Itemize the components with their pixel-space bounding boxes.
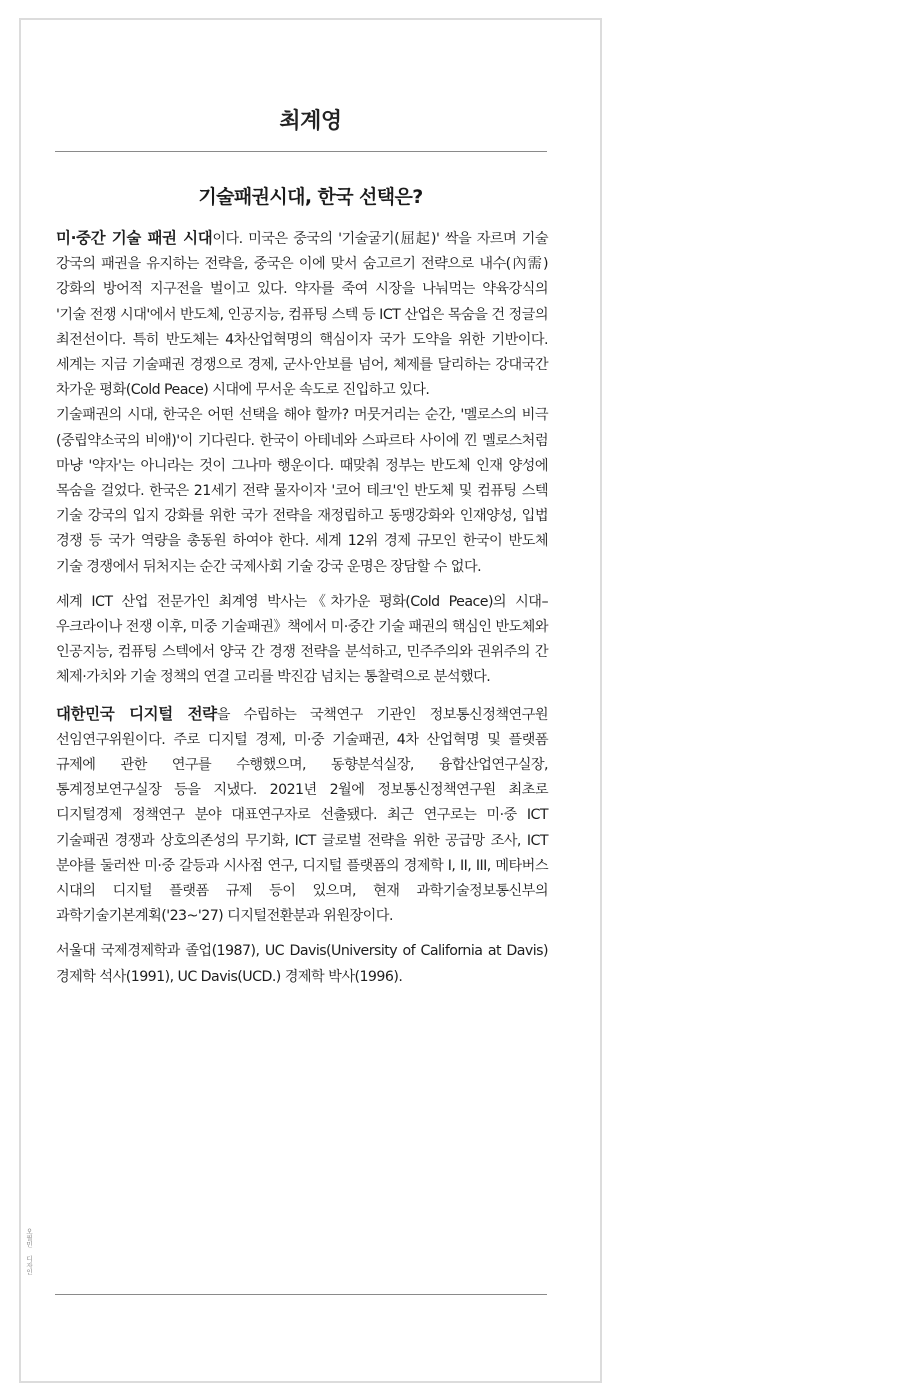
paragraph-4-lead: 대한민국 디지털 전략 (56, 704, 217, 723)
paragraph-1-text: 이다. 미국은 중국의 '기술굴기(屈起)' 싹을 자르며 기술 강국의 패권을 유지하는 전략을, 중국은 이에 맞서 숨고르기 전략으로 내수(內需) 강화의 방어적 지구전을 벌이고 있다. 약자를 죽여 시장을 나눠먹는 약육강식의 '기술 전쟁 시대'에서 반도체, 인공지능, 컴퓨팅 스텍 등 ICT 산업은 목숨을 건 정글의 최전선이다. 특히 반도체는 4차산업혁명의 핵심이자 국가 도약을 위한 기반이다. 세계는 지금 기술패권 경쟁으로 경제, 군사·안보를 넘어, 체제를 달리하는 강대국간 차가운 평화(Cold Peace) 시대에 무서운 속도로 진입하고 있다. (56, 231, 548, 399)
paragraph-3-text: 세계 ICT 산업 전문가인 최계영 박사는《차가운 평화(Cold Peace)의 시대–우크라이나 전쟁 이후, 미중 기술패권》책에서 미·중간 기술 패권의 핵심인 반도체와 인공지능, 컴퓨팅 스텍에서 양국 간 경쟁 전략을 분석하고, 민주주의와 권위주의 간 체제·가치와 기술 정책의 연결 고리를 박진감 넘치는 통찰력으로 분석했다. (56, 593, 548, 686)
paragraph-3 (56, 590, 548, 691)
headline: 기술패권시대, 한국 선택은? (198, 186, 423, 208)
paragraph-5 (56, 939, 548, 989)
bottom-divider (55, 1294, 547, 1295)
paragraph-2 (56, 403, 548, 579)
paragraph-1 (56, 226, 548, 403)
paragraph-2-text: 기술패권의 시대, 한국은 어떤 선택을 해야 할까? 머뭇거리는 순간, '멜로스의 비극(중립약소국의 비애)'이 기다린다. 한국이 아테네와 스파르타 사이에 낀 멜로스처럼 마냥 '약자'는 아니라는 것이 그나마 행운이다. 때맞춰 정부는 반도체 인재 양성에 목숨을 걸었다. 한국은 21세기 전략 물자이자 '코어 테크'인 반도체 및 컴퓨팅 스텍 기술 강국의 입지 강화를 위한 국가 전략을 재정립하고 동맹강화와 인재양성, 입법 경쟁 등 국가 역량을 총동원 하여야 한다. 세계 12위 경제 규모인 한국이 반도체 기술 경쟁에서 뒤처지는 순간 국제사회 기술 강국 운명은 장담할 수 없다. (56, 407, 548, 575)
paragraph-5-text: 서울대 국제경제학과 졸업(1987), UC Davis(University of California at Davis) 경제학 석사(1991), UC Davis(UCD.) 경제학 박사(1996). (56, 943, 548, 985)
book-cover-flap (19, 18, 602, 1383)
paragraph-4-text: 을 수립하는 국책연구 기관인 정보통신정책연구원 선임연구위원이다. 주로 디지털 경제, 미·중 기술패권, 4차 산업혁명 및 플랫폼 규제에 관한 연구를 수행했으며, 동향분석실장, 융합산업연구실장, 통계정보연구실장 등을 지냈다. 2021년 2월에 정보통신정책연구원 최초로 디지털경제 정책연구 분야 대표연구자로 선출됐다. 최근 연구로는 미·중 ICT 기술패권 경쟁과 상호의존성의 무기화, ICT 글로벌 전략을 위한 공급망 조사, ICT 분야를 둘러싼 미·중 갈등과 시사점 연구, 디지털 플랫폼의 경제학 I, II, III, 메타버스 시대의 디지털 플랫폼 규제 등이 있으며, 현재 과학기술정보통신부의 과학기술기본계획('23~'27) 디지털전환분과 위원장이다. (56, 706, 548, 925)
designer-credit: 오필민 디자인 (25, 1228, 33, 1275)
paragraph-1-lead: 미·중간 기술 패권 시대 (56, 229, 213, 247)
top-divider (55, 151, 547, 152)
paragraph-4 (56, 702, 548, 930)
author-bio-body (56, 226, 548, 990)
author-name: 최계영 (279, 109, 342, 134)
